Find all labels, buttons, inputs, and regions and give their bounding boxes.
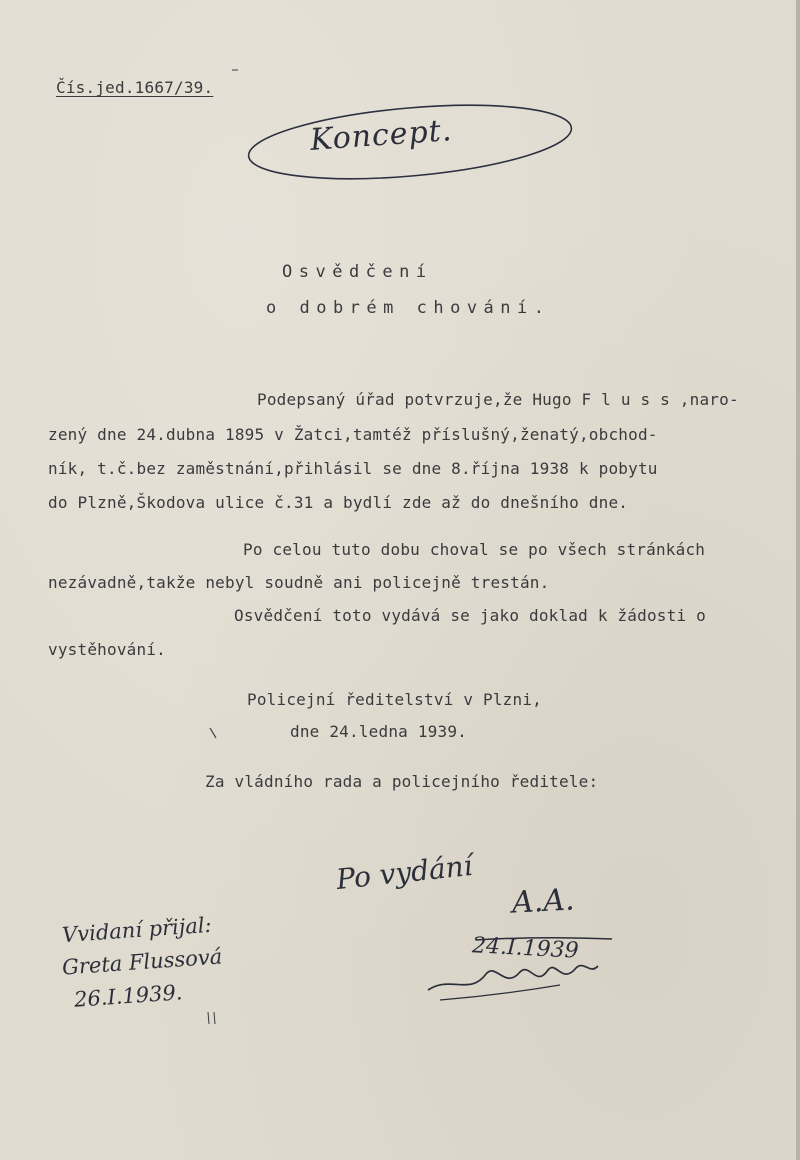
- koncept-note: Koncept.: [308, 113, 454, 158]
- body-line: do Plzně,Škodova ulice č.31 a bydlí zde až do dnešního dne.: [48, 493, 629, 512]
- reference-number: Čís.jed.1667/39.: [56, 78, 214, 97]
- body-line: Po celou tuto dobu choval se po všech stránkách: [243, 540, 706, 559]
- body-line: zený dne 24.dubna 1895 v Žatci,tamtéž příslušný,ženatý,obchod-: [48, 425, 658, 444]
- handwritten-po-vydani: Po vydání: [334, 848, 475, 897]
- body-line: ník, t.č.bez zaměstnání,přihlásil se dne 8.října 1938 k pobytu: [48, 459, 658, 478]
- body-line: Osvědčení toto vydává se jako doklad k žádosti o: [234, 606, 706, 625]
- body-line: vystěhování.: [48, 640, 166, 659]
- date-line: dne 24.ledna 1939.: [290, 722, 467, 741]
- handwritten-right-date: 24.I.1939: [471, 933, 580, 964]
- document-title: Osvědčení: [282, 262, 433, 282]
- handwritten-received-line: Vvidaní přijal:: [61, 912, 213, 948]
- document-subtitle: o dobrém chování.: [266, 298, 551, 318]
- handwritten-initials: A.A.: [511, 882, 576, 921]
- handwritten-received-date: 26.I.1939.: [73, 980, 184, 1012]
- handwritten-received-name: Greta Flussová: [61, 944, 223, 980]
- issuer-line: Policejní ředitelství v Plzni,: [247, 690, 542, 709]
- body-line: nezávadně,takže nebyl soudně ani policejně trestán.: [48, 573, 550, 592]
- signatory-line: Za vládního rada a policejního ředitele:: [205, 772, 599, 791]
- body-line: Podepsaný úřad potvrzuje,že Hugo F l u s s ,naro-: [257, 390, 739, 409]
